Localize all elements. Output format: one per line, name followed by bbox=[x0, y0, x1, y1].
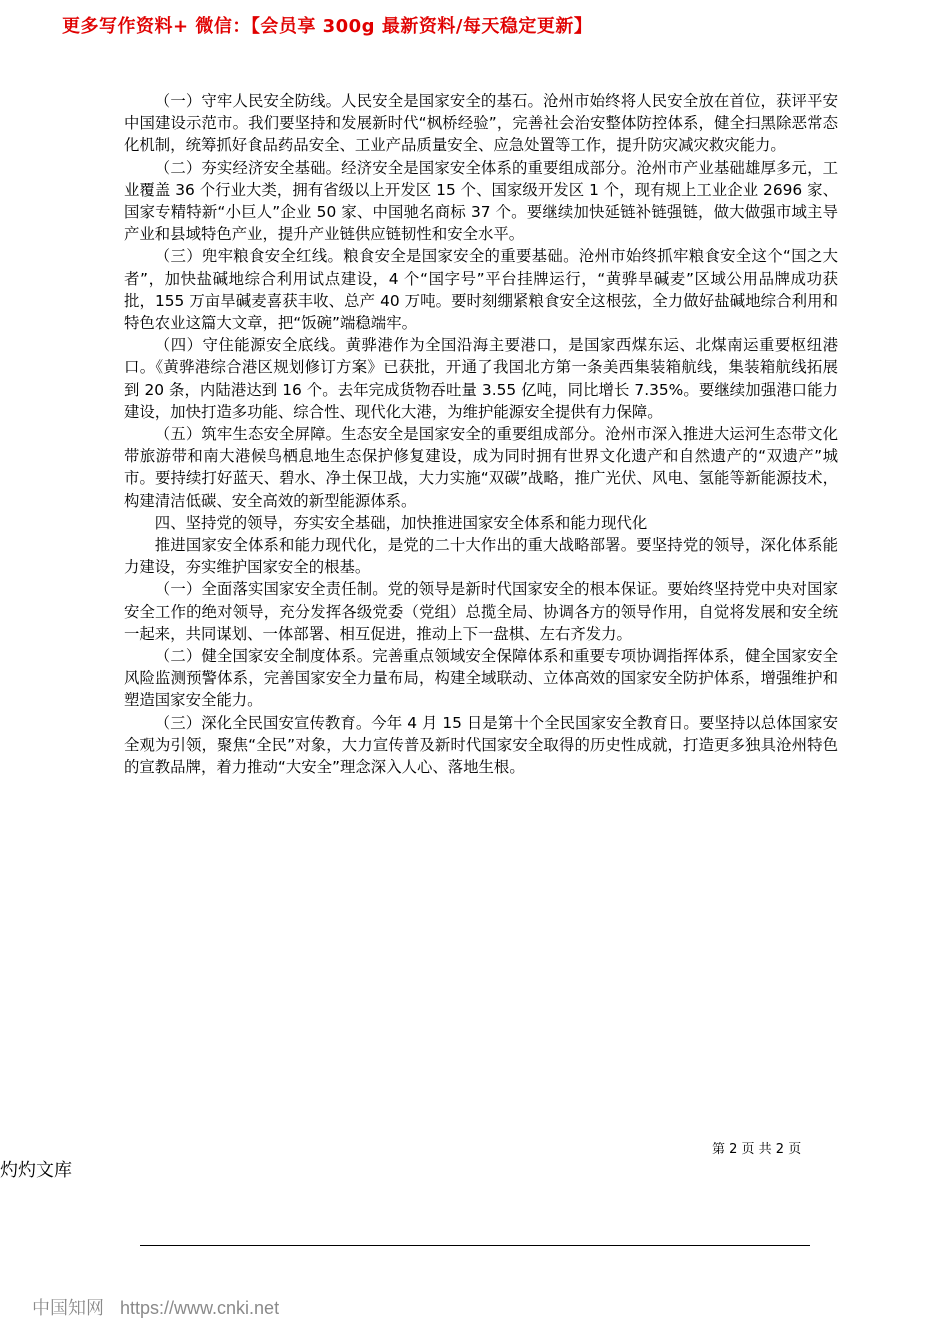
page-number: 第 2 页 共 2 页 bbox=[712, 1142, 802, 1157]
section-heading: 四、坚持党的领导，夯实安全基础，加快推进国家安全体系和能力现代化 bbox=[154, 513, 648, 532]
paragraph-energy-security: （四）守住能源安全底线。黄骅港作为全国沿海主要港口，是国家西煤东运、北煤南运重要枢纽港口。《黄骅港综合港区规划修订方案》已获批，开通了我国北方第一条美西集装箱航线，集装箱航线拓展到 20 条，内陆港达到 16 个。去年完成货物吞吐量 3.55 亿吨，同比增长 7.35%。要继续加强港口能力建设，加快打造多功能、综合性、现代化大港，为维护能源安全提供有力保障。 bbox=[124, 336, 838, 421]
paragraph-institutional-system: （二）健全国家安全制度体系。完善重点领域安全保障体系和重要专项协调指挥体系，健全国家安全风险监测预警体系，完善国家安全力量布局，构建全域联动、立体高效的国家安全防护体系，增强维护和塑造国家安全能力。 bbox=[124, 647, 838, 710]
paragraph-section-intro: 推进国家安全体系和能力现代化，是党的二十大作出的重大战略部署。要坚持党的领导，深化体系能力建设，夯实维护国家安全的根基。 bbox=[124, 536, 838, 577]
footer-divider bbox=[140, 1245, 810, 1246]
library-name: 灼灼文库 bbox=[0, 1160, 72, 1181]
paragraph-food-security: （三）兜牢粮食安全红线。粮食安全是国家安全的重要基础。沧州市始终抓牢粮食安全这个“国之大者”，加快盐碱地综合利用试点建设，4 个“国字号”平台挂牌运行，“黄骅旱碱麦”区域公用品牌成功获批，155 万亩旱碱麦喜获丰收、总产 40 万吨。要时刻绷紧粮食安全这根弦，全力做好盐碱地综合利用和特色农业这篇大文章，把“饭碗”端稳端牢。 bbox=[124, 247, 838, 333]
document-body bbox=[124, 90, 838, 778]
paragraph-ecological-security: （五）筑牢生态安全屏障。生态安全是国家安全的重要组成部分。沧州市深入推进大运河生态带文化带旅游带和南大港候鸟栖息地生态保护修复建设，成为同时拥有世界文化遗产和自然遗产的“双遗产”城市。要持续打好蓝天、碧水、净土保卫战，大力实施“双碳”战略，推广光伏、风电、氢能等新能源技术，构建清洁低碳、安全高效的新型能源体系。 bbox=[124, 425, 838, 510]
paragraph-people-security: （一）守牢人民安全防线。人民安全是国家安全的基石。沧州市始终将人民安全放在首位，获评平安中国建设示范市。我们要坚持和发展新时代“枫桥经验”，完善社会治安整体防控体系，健全扫黑除恶常态化机制，统筹抓好食品药品安全、工业产品质量安全、应急处置等工作，提升防灾减灾救灾能力。 bbox=[124, 92, 838, 155]
promo-banner: 更多写作资料+ 微信：【会员享 300g 最新资料/每天稳定更新】 bbox=[62, 16, 593, 37]
footer bbox=[32, 1294, 279, 1320]
paragraph-publicity-education: （三）深化全民国安宣传教育。今年 4 月 15 日是第十个全民国家安全教育日。要坚持以总体国家安全观为引领，聚焦“全民”对象，大力宣传普及新时代国家安全取得的历史性成就，打造更多独具沧州特色的宣教品牌，着力推动“大安全”理念深入人心、落地生根。 bbox=[124, 713, 838, 777]
footer-url-link[interactable]: https://www.cnki.net bbox=[120, 1298, 280, 1318]
footer-brand: 中国知网 bbox=[32, 1298, 104, 1319]
paragraph-economic-security: （二）夯实经济安全基础。经济安全是国家安全体系的重要组成部分。沧州市产业基础雄厚多元，工业覆盖 36 个行业大类，拥有省级以上开发区 15 个、国家级开发区 1 个，现有规上工业企业 2696 家、国家专精特新“小巨人”企业 50 家、中国驰名商标 37 个。要继续加快延链补链强链，做大做强市域主导产业和县域特色产业，提升产业链供应链韧性和安全水平。 bbox=[124, 158, 838, 244]
paragraph-responsibility-system: （一）全面落实国家安全责任制。党的领导是新时代国家安全的根本保证。要始终坚持党中央对国家安全工作的绝对领导，充分发挥各级党委（党组）总揽全局、协调各方的领导作用，自觉将发展和安全统一起来，共同谋划、一体部署、相互促进，推动上下一盘棋、左右齐发力。 bbox=[124, 580, 838, 643]
